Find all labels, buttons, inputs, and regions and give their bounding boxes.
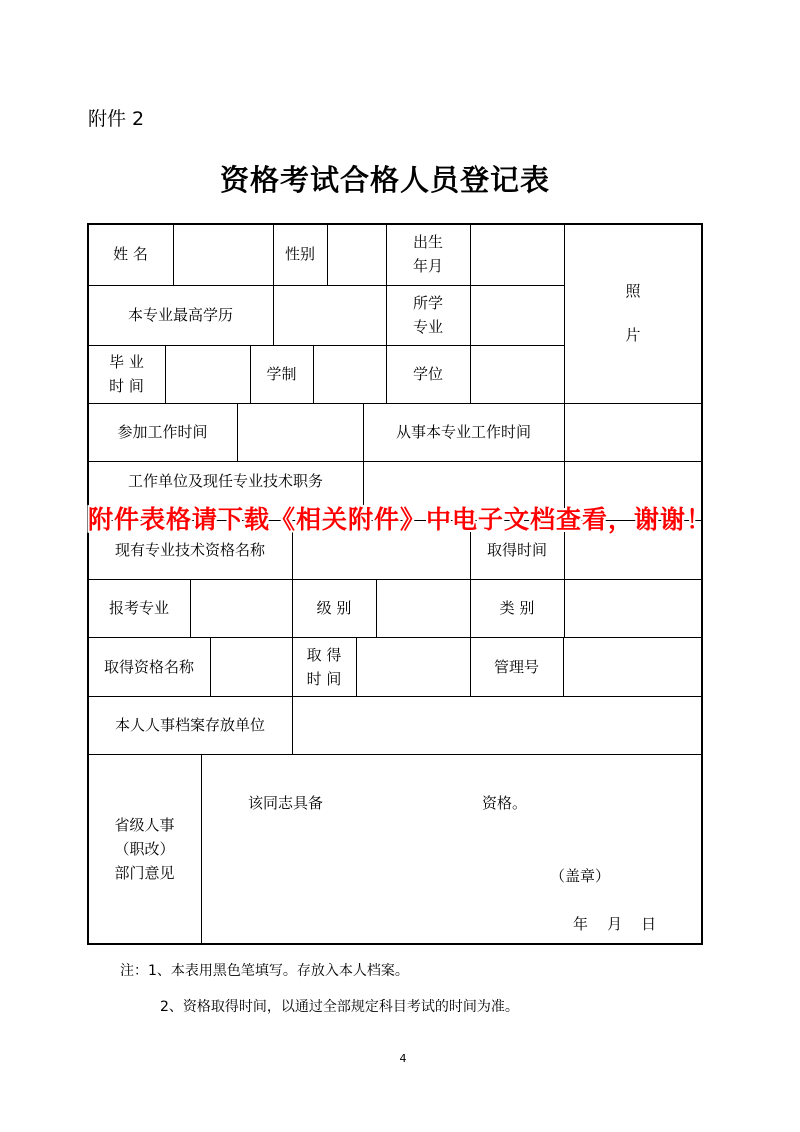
download-notice-banner: 附件表格请下载《相关附件》中电子文档查看，谢谢！ [87,505,712,534]
archive-unit-label: 本人人事档案存放单位 [114,716,265,734]
current-qualification-label: 现有专业技术资格名称 [114,541,265,559]
photo-label: 照 片 [625,282,641,344]
major-label: 所学 专业 [412,294,443,336]
col-divider [563,637,564,696]
col-divider [356,637,357,696]
seal-label: （盖章） [550,867,611,885]
col-divider [173,223,174,285]
col-divider [313,345,314,403]
birth-date-label: 出生 年月 [412,233,443,275]
level-label: 级 别 [316,599,352,617]
provincial-opinion-label: 省级人事 （职改） 部门意见 [114,816,175,882]
graduation-time-label: 毕 业 时 间 [109,353,144,395]
work-start-time-label: 参加工作时间 [117,423,208,441]
note-2: 2、资格取得时间，以通过全部规定科目考试的时间为准。 [160,999,519,1015]
page-title: 资格考试合格人员登记表 [219,163,550,197]
col-divider [292,696,293,754]
date-label: 年 月 日 [573,915,657,933]
degree-label: 学位 [412,365,443,383]
col-divider [273,285,274,345]
statement-suffix: 资格。 [482,794,528,812]
name-label: 姓 名 [113,245,148,263]
col-divider [165,345,166,403]
col-divider [190,579,191,637]
education-label: 本专业最高学历 [127,306,233,324]
obtained-time2-label: 取 得 时 间 [306,645,342,688]
category-label: 类 别 [499,599,535,617]
work-unit-label: 工作单位及现任专业技术职务 [127,472,323,490]
col-divider [376,579,377,637]
col-divider [201,754,202,944]
col-divider [210,637,211,696]
note-1: 注：1、本表用黑色笔填写。存放入本人档案。 [120,963,409,979]
statement-prefix: 该同志具备 [248,794,324,812]
qualification-name-label: 取得资格名称 [103,657,194,676]
col-divider [327,223,328,285]
page-number: 4 [399,1052,407,1065]
study-years-label: 学制 [266,365,297,383]
attachment-label: 附件 2 [88,108,145,130]
professional-work-time-label: 从事本专业工作时间 [395,423,531,441]
obtained-time-label: 取得时间 [486,540,547,559]
col-divider [470,223,471,403]
exam-major-label: 报考专业 [108,599,169,617]
management-no-label: 管理号 [493,657,539,676]
col-divider [237,403,238,461]
gender-label: 性别 [284,245,315,263]
